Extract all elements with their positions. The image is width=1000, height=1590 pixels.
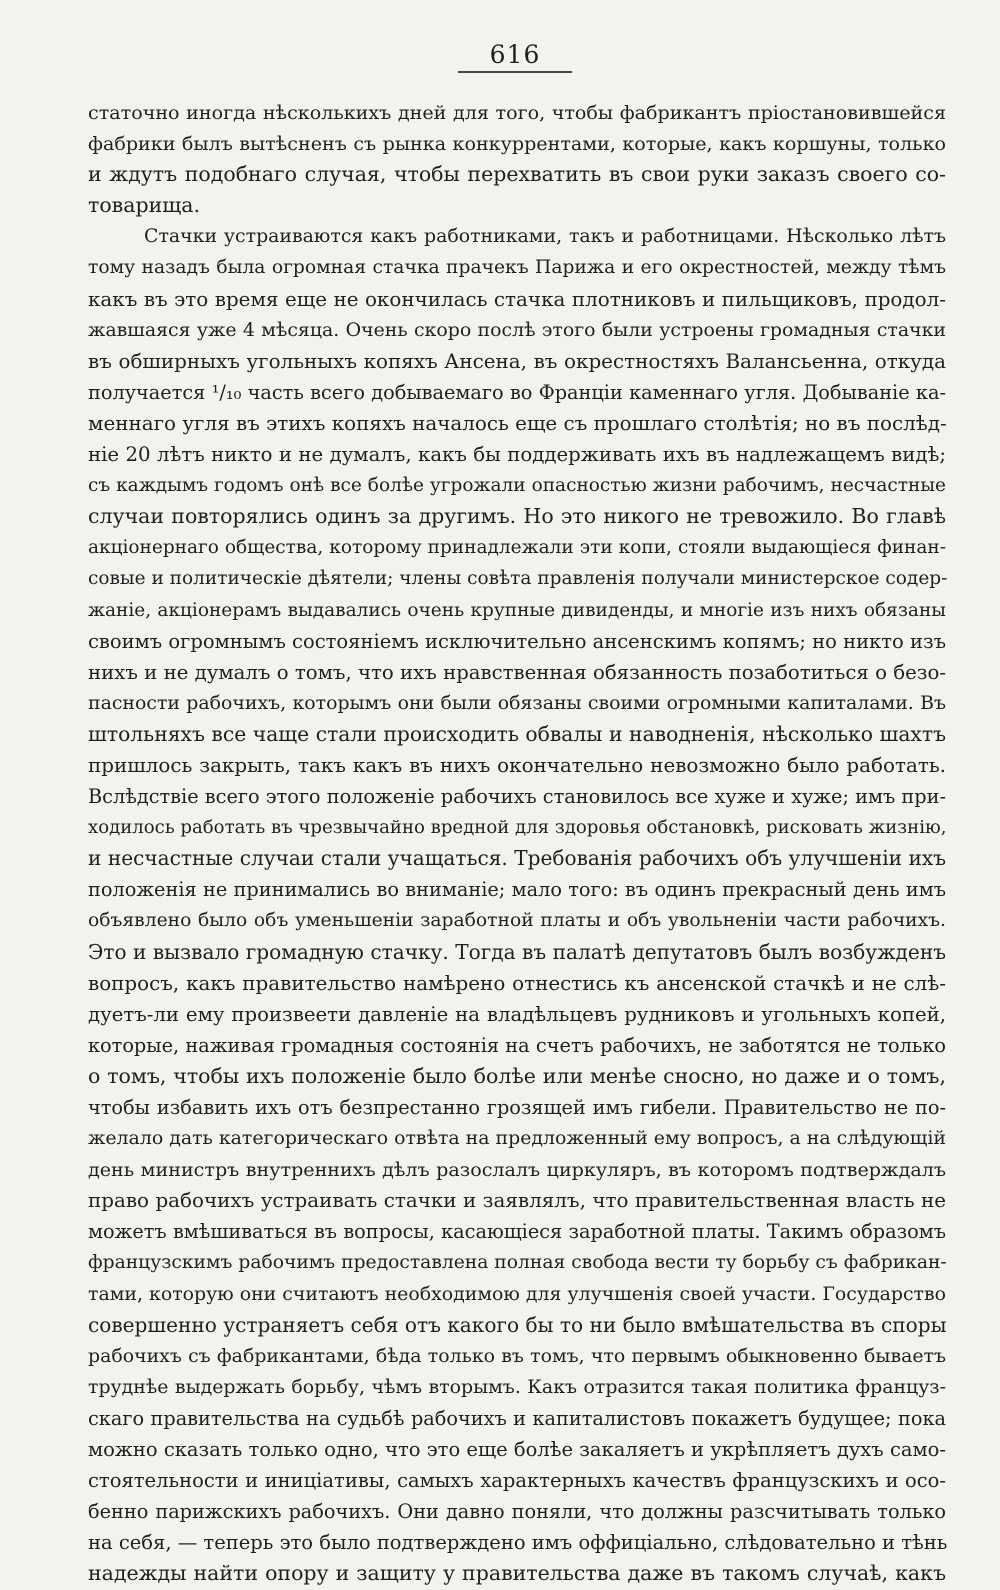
text-line: совые и политическіе дѣятели; члены совѣта правленія получали министерское содер- xyxy=(88,568,948,590)
text-line: и несчастные случаи стали учащаться. Требованія рабочихъ объ улучшеніи ихъ xyxy=(88,846,946,871)
header-rule xyxy=(458,71,572,73)
text-line: ходилось работать въ чрезвычайно вредной для здоровья обстановкѣ, рисковать жизнію, xyxy=(88,817,947,839)
text-line: Это и вызвало громадную стачку. Тогда въ палатѣ депутатовъ былъ возбужденъ xyxy=(88,939,946,964)
text-line: положенія не принимались во вниманіе; мало того: въ одинъ прекрасный день имъ xyxy=(88,878,946,902)
body-text xyxy=(88,97,946,1590)
text-line: штольняхъ все чаще стали происходить обвалы и наводненія, нѣсколько шахтъ xyxy=(88,721,946,746)
text-line: жаніе, акціонерамъ выдавались очень крупные дивиденды, и многіе изъ нихъ обязаны xyxy=(88,599,946,621)
text-line: въ обширныхъ угольныхъ копяхъ Ансена, въ окрестностяхъ Валансьенна, откуда xyxy=(88,349,946,373)
text-line: стоятельности и иниціативы, самыхъ характерныхъ качествъ французскихъ и осо- xyxy=(88,1469,946,1493)
text-line: акціонернаго общества, которому принадлежали эти копи, стояли выдающіеся финан- xyxy=(88,537,946,559)
text-line: получается ¹/₁₀ часть всего добываемаго во Франціи каменнаго угля. Добываніе ка- xyxy=(88,380,946,404)
text-line: дуетъ-ли ему произвеети давленіе на владѣльцевъ рудниковъ и угольныхъ копей, xyxy=(88,1002,946,1026)
text-line: можетъ вмѣшиваться въ вопросы, касающіеся заработной платы. Такимъ образомъ xyxy=(88,1220,946,1244)
text-line: о томъ, чтобы ихъ положеніе было болѣе или менѣе сносно, но даже и о томъ, xyxy=(88,1063,946,1088)
text-line: статочно иногда нѣсколькихъ дней для того, чтобы фабрикантъ пріостановившейся xyxy=(88,101,946,124)
text-line: пасности рабочихъ, которымъ они были обязаны своими огромными капиталами. Въ xyxy=(88,691,946,714)
text-line: труднѣе выдержать борьбу, чѣмъ вторымъ. Какъ отразится такая политика француз- xyxy=(88,1375,946,1398)
text-line: чтобы избавить ихъ отъ безпрестанно грозящей имъ гибели. Правительство не по- xyxy=(88,1096,946,1119)
text-line: французскимъ рабочимъ предоставлена полная свобода вести ту борьбу съ фабрикан- xyxy=(88,1252,947,1274)
text-line: и ждутъ подобнаго случая, чтобы перехватить въ свои руки заказъ своего со- xyxy=(88,162,946,187)
text-line: какъ въ это время еще не окончилась стачка плотниковъ и пильщиковъ, продол- xyxy=(88,287,946,311)
text-line: товарища. xyxy=(88,193,201,218)
text-line: фабрики былъ вытѣсненъ съ рынка конкуррентами, которые, какъ коршуны, только xyxy=(88,132,946,156)
text-line: надежды найти опору и защиту у правительства даже въ такомъ случаѣ, какъ xyxy=(88,1561,946,1586)
text-line: которые, наживая громадныя состоянія на счетъ рабочихъ, не заботятся не только xyxy=(88,1033,946,1057)
text-line: Вслѣдствіе всего этого положеніе рабочихъ становилось все хуже и хуже; имъ при- xyxy=(88,785,946,809)
text-line: объявлено было объ уменьшеніи заработной платы и объ увольненіи части рабочихъ. xyxy=(88,910,946,932)
text-line: тому назадъ была огромная стачка прачекъ Парижа и его окрестностей, между тѣмъ xyxy=(88,257,946,279)
text-line: день министръ внутреннихъ дѣлъ разослалъ циркуляръ, въ которомъ подтверждалъ xyxy=(88,1158,946,1182)
text-line: совершенно устраняетъ себя отъ какого бы то ни было вмѣшательства въ споры xyxy=(88,1312,947,1337)
text-line: рабочихъ съ фабрикантами, бѣда только въ томъ, что первымъ обыкновенно бываетъ xyxy=(88,1344,946,1367)
text-line: Стачки устраиваются какъ работниками, такъ и работницами. Нѣсколько лѣтъ xyxy=(144,225,946,248)
text-line: вопросъ, какъ правительство намѣрено отнестись къ ансенской стачкѣ и не слѣ- xyxy=(88,971,946,995)
text-line: на себя, — теперь это было подтверждено имъ оффиціально, слѣдовательно и тѣнь xyxy=(88,1531,948,1555)
text-line: желало дать категорическаго отвѣта на предложенный ему вопросъ, а на слѣдующій xyxy=(88,1127,946,1150)
text-line: ніе 20 лѣтъ никто и не думалъ, какъ бы поддерживать ихъ въ надлежащемъ видѣ; xyxy=(88,443,946,467)
text-line: тами, которую они считаютъ необходимою для улучшенія своей участи. Государство xyxy=(88,1282,946,1305)
text-line: право рабочихъ устраивать стачки и заявлялъ, что правительственная власть не xyxy=(88,1189,946,1213)
text-line: своимъ огромнымъ состояніемъ исключительно ансенскимъ копямъ; но никто изъ xyxy=(88,629,947,653)
text-line: жавшаяся уже 4 мѣсяца. Очень скоро послѣ этого были устроены громадныя стачки xyxy=(88,318,946,341)
text-line: можно сказать только одно, что это еще болѣе закаляетъ и укрѣпляетъ духъ само- xyxy=(88,1438,946,1462)
text-line: бенно парижскихъ рабочихъ. Они давно поняли, что должны разсчитывать только xyxy=(88,1500,946,1524)
page-number: 616 xyxy=(489,40,541,69)
text-line: нихъ и не думалъ о томъ, что ихъ нравственная обязанность позаботиться о безо- xyxy=(88,660,946,684)
text-line: меннаго угля въ этихъ копяхъ началось еще съ прошлаго столѣтія; но въ послѣд- xyxy=(88,411,947,435)
text-line: съ каждымъ годомъ онѣ все болѣе угрожали опасностью жизни рабочимъ, несчастные xyxy=(88,475,946,497)
text-line: скаго правительства на судьбѣ рабочихъ и капиталистовъ покажетъ будущее; пока xyxy=(88,1406,946,1430)
text-line: случаи повторялись одинъ за другимъ. Но это никого не тревожило. Во главѣ xyxy=(88,504,946,529)
text-line: пришлось закрыть, такъ какъ въ нихъ окончательно невозможно было работать. xyxy=(88,753,946,777)
